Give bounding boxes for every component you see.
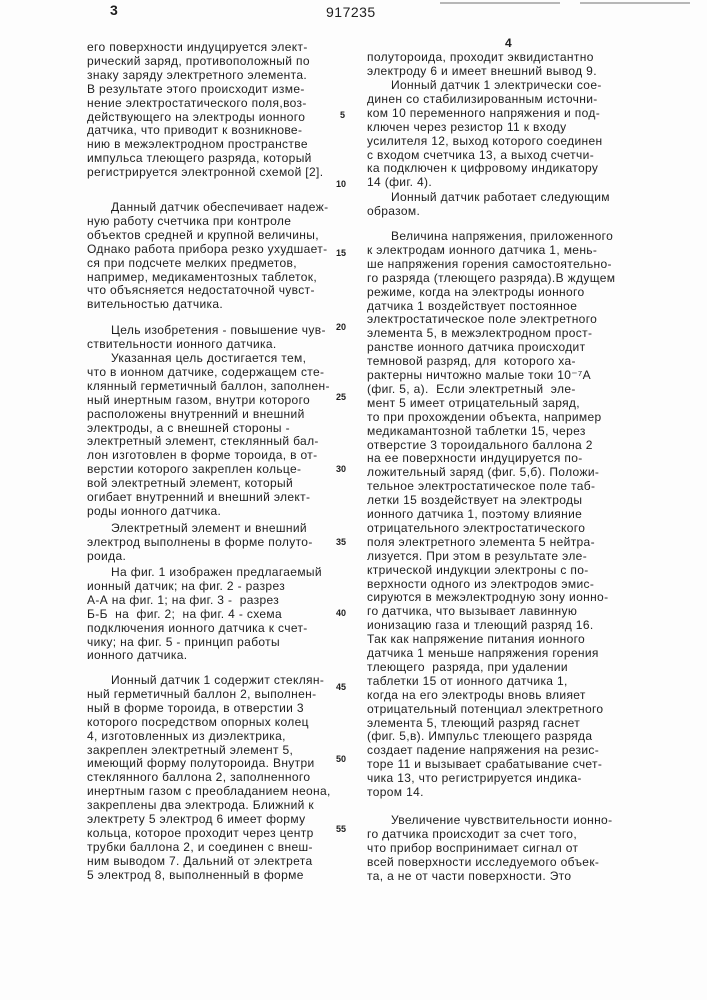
margin-line-number: 30 — [336, 464, 346, 474]
text-line: ионизацию газа и тлеющий разряд 16. — [367, 618, 594, 632]
text-line: поля электретного элемента 5 нейтра- — [367, 535, 595, 549]
text-line: В результате этого происходит изме- — [87, 82, 305, 96]
text-line: сируются в межэлектродную зону ионно- — [367, 590, 608, 604]
text-line: расположены внутренний и внешний — [87, 407, 305, 421]
text-line: с входом счетчика 13, а выход счетчи- — [367, 148, 594, 162]
text-line: на ее поверхности индуцируется по- — [367, 451, 583, 465]
text-line: чику; на фиг. 5 - принцип работы — [87, 635, 280, 649]
text-line: ионный датчик; на фиг. 2 - разрез — [87, 579, 285, 593]
margin-line-number: 25 — [336, 392, 346, 402]
text-line: Ионный датчик 1 электрически сое- — [391, 78, 602, 92]
patent-number: 917235 — [326, 4, 376, 20]
text-line: 5 электрод 8, выполненный в форме — [87, 868, 304, 882]
text-line: например, медикаментозных таблеток, — [87, 270, 317, 284]
text-line: режиме, когда на электроды ионного — [367, 285, 585, 299]
text-line: элемента 5, тлеющий разряд гаснет — [367, 716, 580, 730]
text-line: ный в форме тороида, в отверстии 3 — [87, 701, 304, 715]
margin-line-number: 55 — [336, 824, 346, 834]
left-page-number: 3 — [110, 2, 118, 18]
text-line: знаку заряду электретного элемента. — [87, 68, 307, 82]
text-line: темновой разряд, для которого ха- — [367, 354, 576, 368]
text-line: ктрической индукции электроны с по- — [367, 563, 589, 577]
text-line: действующего на электроды ионного — [87, 110, 305, 124]
text-line: го разряда (тлеющего разряда).В ждущем — [367, 271, 615, 285]
text-line: электрету 5 электрод 6 имеет форму — [87, 812, 305, 826]
text-line: электретный элемент, стеклянный бал- — [87, 434, 319, 448]
text-line: Указанная цель достигается тем, — [111, 351, 306, 365]
text-line: го датчика происходит за счет того, — [367, 827, 577, 841]
text-line: датчика 1 воздействует постоянное — [367, 299, 577, 313]
text-line: ионного датчика. — [87, 648, 187, 662]
text-line: Цель изобретения - повышение чув- — [111, 323, 326, 337]
margin-line-number: 15 — [336, 248, 346, 258]
text-line: Ионный датчик 1 содержит стеклян- — [111, 673, 324, 687]
text-line: рический заряд, противоположный по — [87, 54, 310, 68]
right-page-number: 4 — [505, 36, 512, 50]
text-line: ствительности ионного датчика. — [87, 337, 277, 351]
text-line: ный инертным газом, внутри которого — [87, 393, 310, 407]
text-line: чика 13, что регистрируется индика- — [367, 771, 582, 785]
patent-page — [0, 0, 707, 1000]
text-line: закреплены два электрода. Ближний к — [87, 798, 314, 812]
text-line: к электродам ионного датчика 1, мень- — [367, 243, 597, 257]
text-line: нию в межэлектродном пространстве — [87, 137, 308, 151]
text-line: которого посредством опорных колец — [87, 715, 309, 729]
text-line: Величина напряжения, приложенного — [391, 229, 613, 243]
text-line: усилителя 12, выход которого соединен — [367, 134, 602, 148]
text-line: рактерны ничтожно малые токи 10⁻⁷А — [367, 368, 591, 382]
text-line: го датчика, что вызывает лавинную — [367, 604, 577, 618]
margin-line-number: 45 — [336, 682, 346, 692]
text-line: когда на его электроды вновь влияет — [367, 688, 586, 702]
text-line: объектов средней и крупной величины, — [87, 228, 319, 242]
text-line: ка подключен к цифровому индикатору — [367, 161, 598, 175]
text-line: нение электростатического поля,воз- — [87, 96, 307, 110]
text-line: роида. — [87, 549, 126, 563]
text-line: динен со стабилизированным источни- — [367, 92, 598, 106]
text-line: 14 (фиг. 4). — [367, 175, 432, 189]
text-line: трубки баллона 2, и соединен с внеш- — [87, 840, 313, 854]
text-line: медикамантозной таблетки 15, через — [367, 424, 586, 438]
text-line: огибает внутренний и внешний элект- — [87, 490, 310, 504]
margin-line-number: 50 — [336, 754, 346, 764]
text-line: верстии которого закреплен кольце- — [87, 462, 301, 476]
text-line: его поверхности индуцируется элект- — [87, 40, 308, 54]
text-line: лизуется. При этом в результате эле- — [367, 549, 587, 563]
margin-line-number: 35 — [336, 537, 346, 547]
text-line: ный герметичный баллон 2, выполнен- — [87, 687, 317, 701]
text-line: ионного датчика 1, поэтому влияние — [367, 507, 582, 521]
text-line: вой электретный элемент, который — [87, 476, 293, 490]
text-line: лон изготовлен в форме тороида, в от- — [87, 448, 317, 462]
text-line: полутороида, проходит эквидистантно — [367, 50, 594, 64]
text-line: роды ионного датчика. — [87, 504, 221, 518]
text-line: клянный герметичный баллон, заполнен- — [87, 379, 330, 393]
text-line: кольца, которое проходит через центр — [87, 826, 314, 840]
text-line: 4, изготовленных из диэлектрика, — [87, 729, 286, 743]
margin-line-number: 5 — [340, 110, 345, 120]
text-line: подключения ионного датчика к счет- — [87, 621, 308, 635]
text-line: летки 15 воздействует на электроды — [367, 493, 582, 507]
scan-edge-rule — [580, 2, 690, 4]
text-line: электроду 6 и имеет внешний вывод 9. — [367, 64, 597, 78]
text-line: тором 14. — [367, 785, 424, 799]
text-line: создает падение напряжения на резис- — [367, 743, 599, 757]
text-line: закреплен электретный элемент 5, — [87, 743, 293, 757]
text-line: что объясняется недостаточной чувст- — [87, 283, 315, 297]
text-line: имеющий форму полутороида. Внутри — [87, 756, 315, 770]
text-line: верхности одного из электродов эмис- — [367, 577, 594, 591]
text-line: что прибор воспринимает сигнал от — [367, 841, 578, 855]
text-line: мент 5 имеет отрицательный заряд, — [367, 396, 580, 410]
text-line: ше напряжения горения самостоятельно- — [367, 257, 612, 271]
text-line: (фиг. 5, а). Если электретный эле- — [367, 382, 576, 396]
text-line: всей поверхности исследуемого объек- — [367, 855, 599, 869]
text-line: элемента 5, в межэлектродном прост- — [367, 326, 592, 340]
text-line: отверстие 3 тороидального баллона 2 — [367, 438, 593, 452]
text-line: тельное электростатическое поле таб- — [367, 479, 595, 493]
text-line: ним выводом 7. Дальний от электрета — [87, 854, 312, 868]
text-line: Б-Б на фиг. 2; на фиг. 4 - схема — [87, 607, 282, 621]
text-line: отрицательный потенциал электретного — [367, 702, 603, 716]
text-line: электроды, а с внешней стороны - — [87, 421, 290, 435]
text-line: датчика 1 меньше напряжения горения — [367, 646, 599, 660]
text-line: электрод выполнены в форме полуто- — [87, 535, 313, 549]
scan-edge-rule — [440, 2, 560, 4]
text-line: ком 10 переменного напряжения и под- — [367, 106, 600, 120]
text-line: (фиг. 5,в). Импульс тлеющего разряда — [367, 729, 592, 743]
text-line: импульса тлеющего разряда, который — [87, 151, 312, 165]
text-line: отрицательного электростатического — [367, 521, 585, 535]
text-line: Данный датчик обеспечивает надеж- — [111, 200, 328, 214]
text-line: ранстве ионного датчика происходит — [367, 340, 585, 354]
text-line: ную работу счетчика при контроле — [87, 214, 291, 228]
margin-line-number: 20 — [336, 322, 346, 332]
text-line: ложительный заряд (фиг. 5,б). Положи- — [367, 465, 599, 479]
text-line: А-А на фиг. 1; на фиг. 3 - разрез — [87, 593, 279, 607]
text-line: датчика, что приводит к возникнове- — [87, 123, 302, 137]
text-line: Однако работа прибора резко ухудшает- — [87, 242, 327, 256]
text-line: Так как напряжение питания ионного — [367, 632, 585, 646]
text-line: ся при подсчете мелких предметов, — [87, 256, 297, 270]
margin-line-number: 10 — [336, 179, 346, 189]
text-line: ключен через резистор 11 к входу — [367, 120, 566, 134]
text-line: образом. — [367, 204, 420, 218]
text-line: Ионный датчик работает следующим — [391, 190, 610, 204]
text-line: Увеличение чувствительности ионно- — [391, 813, 612, 827]
text-line: инертным газом с преобладанием неона, — [87, 784, 331, 798]
text-line: Электретный элемент и внешний — [111, 521, 307, 535]
text-line: вительностью датчика. — [87, 297, 223, 311]
text-line: что в ионном датчике, содержащем сте- — [87, 365, 324, 379]
text-line: стеклянного баллона 2, заполненного — [87, 770, 310, 784]
text-line: то при прохождении объекта, например — [367, 410, 602, 424]
margin-line-number: 40 — [336, 608, 346, 618]
text-line: тлеющего разряда, при удалении — [367, 660, 568, 674]
text-line: торе 11 и вызывает срабатывание счет- — [367, 757, 602, 771]
text-line: таблетки 15 от ионного датчика 1, — [367, 674, 568, 688]
text-line: та, а не от части поверхности. Это — [367, 869, 571, 883]
text-line: регистрируется электронной схемой [2]. — [87, 165, 323, 179]
text-line: На фиг. 1 изображен предлагаемый — [111, 565, 322, 579]
text-line: электростатическое поле электретного — [367, 312, 597, 326]
